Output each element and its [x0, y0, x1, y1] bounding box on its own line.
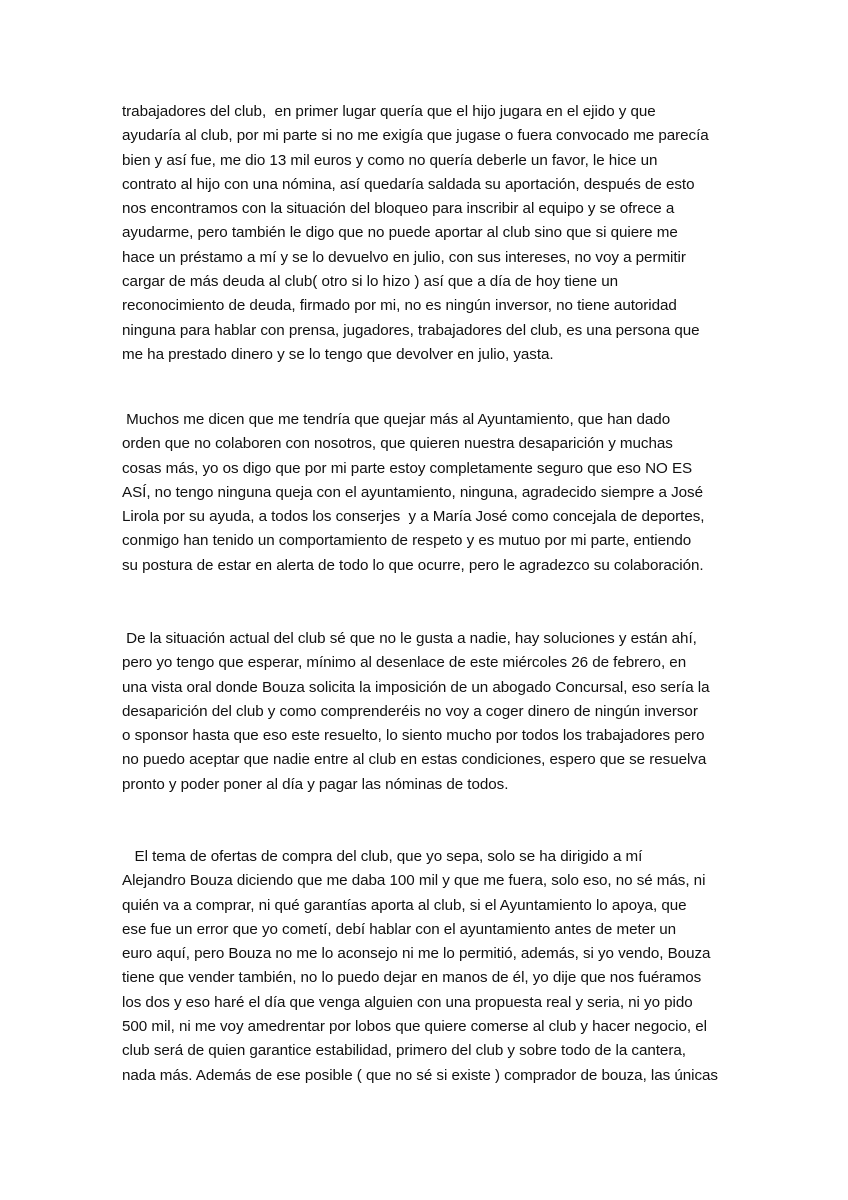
- text-line: cargar de más deuda al club( otro si lo hizo ) así que a día de hoy tiene un: [122, 273, 619, 291]
- text-line: 500 mil, ni me voy amedrentar por lobos que quiere comerse al club y hacer negocio, el: [122, 1018, 707, 1036]
- text-line: El tema de ofertas de compra del club, que yo sepa, solo se ha dirigido a mí: [122, 848, 643, 865]
- paragraph-4: [122, 845, 742, 1088]
- text-line: su postura de estar en alerta de todo lo que ocurre, pero le agradezco su colaboración.: [122, 556, 704, 574]
- text-line: nos encontramos con la situación del bloqueo para inscribir al equipo y se ofrece a: [122, 200, 675, 218]
- paragraph-2: [122, 408, 742, 578]
- text-line: los dos y eso haré el día que venga alguien con una propuesta real y seria, ni yo pido: [122, 993, 693, 1011]
- text-line: trabajadores del club, en primer lugar quería que el hijo jugara en el ejido y que: [122, 103, 656, 120]
- text-line: quién va a comprar, ni qué garantías aporta al club, si el Ayuntamiento lo apoya, que: [122, 896, 687, 914]
- text-line: reconocimiento de deuda, firmado por mi, no es ningún inversor, no tiene autoridad: [122, 297, 677, 315]
- text-line: orden que no colaboren con nosotros, que quieren nuestra desaparición y muchas: [122, 435, 673, 453]
- text-line: ese fue un error que yo cometí, debí hablar con el ayuntamiento antes de meter un: [122, 920, 677, 938]
- text-line: ayudarme, pero también le digo que no puede aportar al club sino que si quiere me: [122, 224, 678, 242]
- text-line: pero yo tengo que esperar, mínimo al desenlace de este miércoles 26 de febrero, en: [122, 654, 687, 672]
- text-line: me ha prestado dinero y se lo tengo que devolver en julio, yasta.: [122, 345, 554, 363]
- text-line: ayudaría al club, por mi parte si no me exigía que jugase o fuera convocado me parecía: [122, 127, 709, 145]
- text-line: una vista oral donde Bouza solicita la imposición de un abogado Concursal, eso sería la: [122, 678, 710, 696]
- text-line: conmigo han tenido un comportamiento de respeto y es mutuo por mi parte, entiendo: [122, 532, 692, 550]
- text-line: ninguna para hablar con prensa, jugadores, trabajadores del club, es una persona que: [122, 321, 700, 339]
- text-line: pronto y poder poner al día y pagar las nóminas de todos.: [122, 775, 509, 793]
- text-line: no puedo aceptar que nadie entre al club en estas condiciones, espero que se resuelva: [122, 751, 707, 769]
- text-line: tiene que vender también, no lo puedo dejar en manos de él, yo dije que nos fuéramos: [122, 969, 702, 987]
- text-line: cosas más, yo os digo que por mi parte estoy completamente seguro que eso NO ES: [122, 459, 693, 477]
- paragraph-1: [122, 100, 742, 367]
- text-line: ASÍ, no tengo ninguna queja con el ayuntamiento, ninguna, agradecido siempre a José: [122, 483, 703, 501]
- text-line: o sponsor hasta que eso este resuelto, lo siento mucho por todos los trabajadores pero: [122, 727, 705, 745]
- paragraph-3: [122, 627, 742, 797]
- text-line: De la situación actual del club sé que no le gusta a nadie, hay soluciones y están ahí,: [122, 630, 697, 647]
- text-line: euro aquí, pero Bouza no me lo aconsejo ni me lo permitió, además, si yo vendo, Bouza: [122, 945, 711, 963]
- text-line: Alejandro Bouza diciendo que me daba 100 mil y que me fuera, solo eso, no sé más, ni: [122, 872, 706, 890]
- text-line: bien y así fue, me dio 13 mil euros y como no quería deberle un favor, le hice un: [122, 151, 658, 169]
- text-line: Lirola por su ayuda, a todos los conserjes y a María José como concejala de deportes,: [122, 508, 705, 526]
- text-line: Muchos me dicen que me tendría que quejar más al Ayuntamiento, que han dado: [122, 411, 671, 428]
- text-line: desaparición del club y como comprenderéis no voy a coger dinero de ningún inversor: [122, 702, 698, 720]
- text-line: contrato al hijo con una nómina, así quedaría saldada su aportación, después de esto: [122, 175, 695, 193]
- text-line: club será de quien garantice estabilidad, primero del club y sobre todo de la cantera,: [122, 1042, 686, 1060]
- text-line: hace un préstamo a mí y se lo devuelvo en julio, con sus intereses, no voy a permitir: [122, 248, 686, 266]
- text-line: nada más. Además de ese posible ( que no sé si existe ) comprador de bouza, las únicas: [122, 1066, 718, 1084]
